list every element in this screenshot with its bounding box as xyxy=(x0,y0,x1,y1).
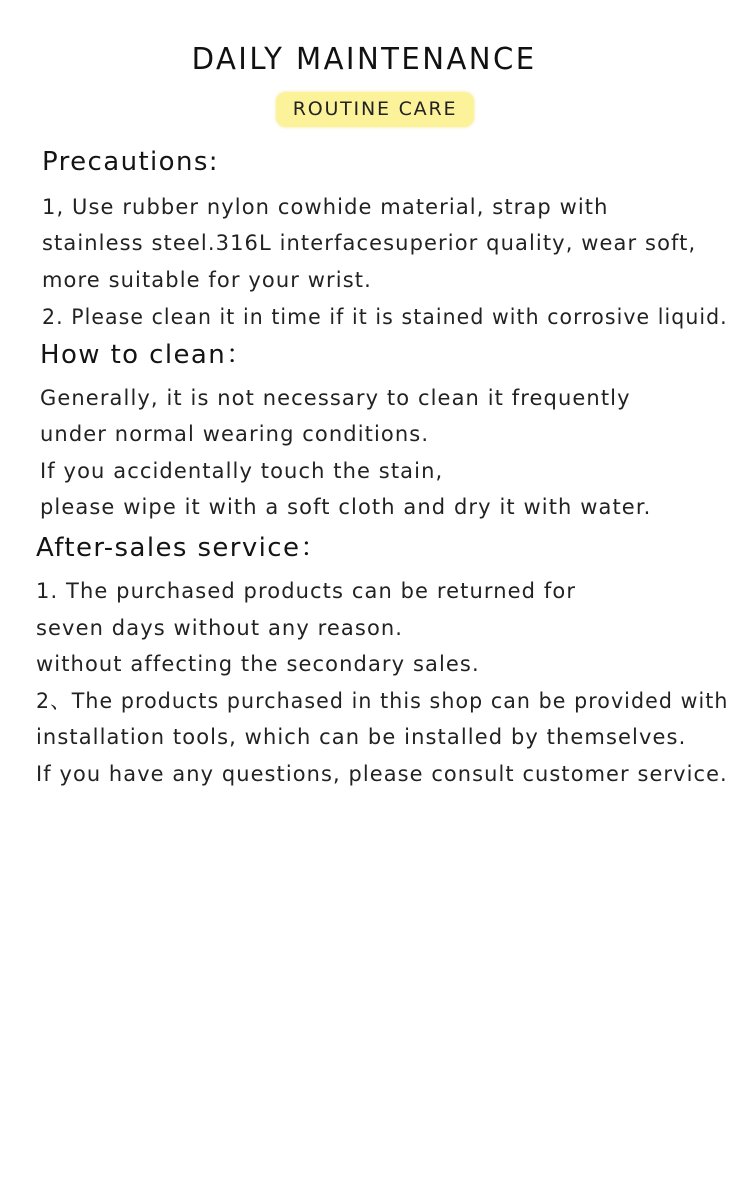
after-sales-line: without affecting the secondary sales. xyxy=(36,652,480,676)
after-sales-line: 2、The products purchased in this shop can be provided with xyxy=(36,689,729,713)
after-sales-line: If you have any questions, please consult customer service. xyxy=(36,762,728,786)
how-to-clean-line: Generally, it is not necessary to clean it frequently xyxy=(40,386,631,410)
precautions-line: 1, Use rubber nylon cowhide material, strap with xyxy=(42,195,609,219)
how-to-clean-line: please wipe it with a soft cloth and dry it with water. xyxy=(40,495,652,519)
how-to-clean-line: under normal wearing conditions. xyxy=(40,422,430,446)
precautions-line: stainless steel.316L interfacesuperior quality, wear soft, xyxy=(42,231,697,255)
page-title: DAILY MAINTENANCE xyxy=(191,42,537,77)
precautions-line: 2. Please clean it in time if it is stained with corrosive liquid. xyxy=(42,305,728,329)
precautions-heading: Precautions: xyxy=(42,147,219,177)
how-to-clean-heading: How to clean： xyxy=(40,340,254,370)
precautions-line: more suitable for your wrist. xyxy=(42,268,372,292)
after-sales-line: installation tools, which can be installed by themselves. xyxy=(36,725,687,749)
after-sales-line: 1. The purchased products can be returned for xyxy=(36,579,577,603)
routine-care-badge: ROUTINE CARE xyxy=(276,92,474,127)
after-sales-heading: After-sales service： xyxy=(36,533,328,563)
after-sales-line: seven days without any reason. xyxy=(36,616,404,640)
how-to-clean-line: If you accidentally touch the stain, xyxy=(40,459,444,483)
